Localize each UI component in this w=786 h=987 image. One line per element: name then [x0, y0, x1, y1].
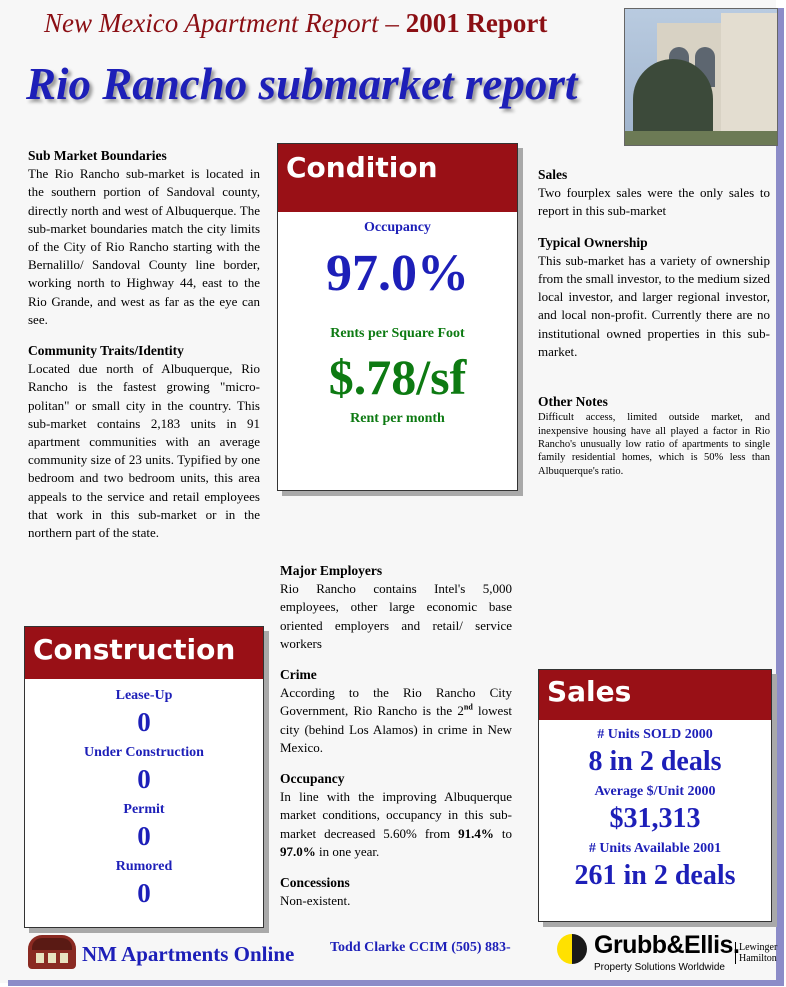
page-shadow-right — [776, 8, 784, 983]
occupancy-value: 97.0% — [326, 245, 469, 302]
lease-up-label: Lease-Up — [115, 688, 173, 703]
boundaries-heading: Sub Market Boundaries — [28, 148, 167, 163]
employers-heading: Major Employers — [280, 563, 383, 578]
partner-name: Lewinger Hamilton — [735, 942, 779, 964]
avg-price-value: $31,313 — [609, 803, 701, 834]
footer-brand: NM Apartments Online — [82, 942, 295, 966]
units-available-label: # Units Available 2001 — [588, 841, 722, 856]
page-title: Rio Rancho submarket report — [26, 59, 578, 109]
rumored-label: Rumored — [115, 859, 173, 874]
ownership-text: This sub-market has a variety of ownership from the small investor, to the medium sized local investor, and larger regional investor, and local non-profit. Currently there are no institutional owned properties in this sub-market. — [538, 252, 770, 359]
grubb-ellis-name: Grubb&Ellis. — [594, 931, 740, 959]
condition-box — [277, 143, 518, 491]
occupancy-heading: Occupancy — [280, 771, 345, 787]
rent-sf-label: Rents per Square Foot — [330, 326, 465, 341]
units-sold-value: 8 in 2 deals — [588, 746, 722, 777]
occupancy-text: In line with the improving Albuquerque market conditions, occupancy in this sub-market decreased 5.60% from 91.4% to 97.0% in one year. — [280, 789, 512, 859]
grubb-ellis-logo-icon — [557, 934, 587, 964]
right-column — [538, 166, 770, 478]
sales-box-heading: Sales — [547, 675, 632, 708]
footer-contact: Todd Clarke CCIM (505) 883- — [330, 940, 511, 955]
crime-text: According to the Rio Rancho City Government, Rio Rancho is the 2nd lowest city (behind Los Alamos) in crime in New Mexico. — [280, 685, 512, 755]
crime-heading: Crime — [280, 667, 317, 683]
under-construction-value: 0 — [137, 764, 151, 794]
nm-apartments-logo — [28, 935, 76, 969]
units-available-value: 261 in 2 deals — [574, 860, 736, 891]
notes-text: Difficult access, limited outside market, and inexpensive housing have all played a factor in Rio Rancho's unusually low ratio of apartments to single family residential homes, which is 50% less than Albuquerque's ratio. — [538, 412, 770, 477]
page-shadow-bottom — [8, 980, 784, 986]
condition-heading: Condition — [286, 151, 438, 184]
rent-month-label: Rent per month — [350, 411, 445, 426]
lease-up-value: 0 — [137, 707, 151, 737]
report-series-title: New Mexico Apartment Report – 2001 Report — [44, 8, 548, 38]
rent-sf-value: $.78/sf — [328, 349, 467, 405]
permit-label: Permit — [123, 802, 165, 817]
permit-value: 0 — [137, 821, 151, 851]
units-sold-label: # Units SOLD 2000 — [597, 727, 713, 742]
occupancy-label: Occupancy — [364, 220, 431, 235]
middle-column — [280, 562, 512, 910]
sales-box-header — [539, 670, 771, 720]
apartment-building-photo — [624, 8, 778, 146]
boundaries-text: The Rio Rancho sub-market is located in the southern portion of Sandoval county, directly north and west of Albuquerque. The sub-market boundaries match the city limits of the City of Rio Rancho starting with the Bernalillo/ Sandoval County line border, working north to Highway 44, east to the Rio Grande, and west as far as the eye can see. — [28, 166, 260, 327]
avg-price-label: Average $/Unit 2000 — [594, 784, 716, 799]
construction-header — [25, 627, 263, 679]
concessions-heading: Concessions — [280, 875, 350, 891]
employers-text: Rio Rancho contains Intel's 5,000 employees, other large economic base oriented employers and retail/ service workers — [280, 581, 512, 651]
traits-heading: Community Traits/Identity — [28, 343, 184, 359]
ownership-heading: Typical Ownership — [538, 234, 648, 250]
construction-heading: Construction — [33, 633, 236, 666]
notes-heading: Other Notes — [538, 394, 608, 410]
sales-text: Two fourplex sales were the only sales to report in this sub-market — [538, 185, 770, 219]
sales-heading: Sales — [538, 167, 568, 182]
rumored-value: 0 — [137, 878, 151, 908]
sales-box — [538, 669, 772, 922]
construction-box — [24, 626, 264, 928]
left-column — [28, 147, 260, 542]
concessions-text: Non-existent. — [280, 893, 351, 909]
condition-header — [278, 144, 517, 212]
under-construction-label: Under Construction — [84, 745, 204, 760]
traits-text: Located due north of Albuquerque, Rio Rancho is the fastest growing "micro-politan" or small city in the country. This sub-market contains 2,183 units in 91 apartment communities with an average community size of 23 units. Typified by one bedroom and two bedroom units, this area appeals to the service and retail employees that work in this sub-market or in the northern part of the state. — [28, 361, 260, 541]
grubb-ellis-tagline: Property Solutions Worldwide — [594, 962, 725, 973]
